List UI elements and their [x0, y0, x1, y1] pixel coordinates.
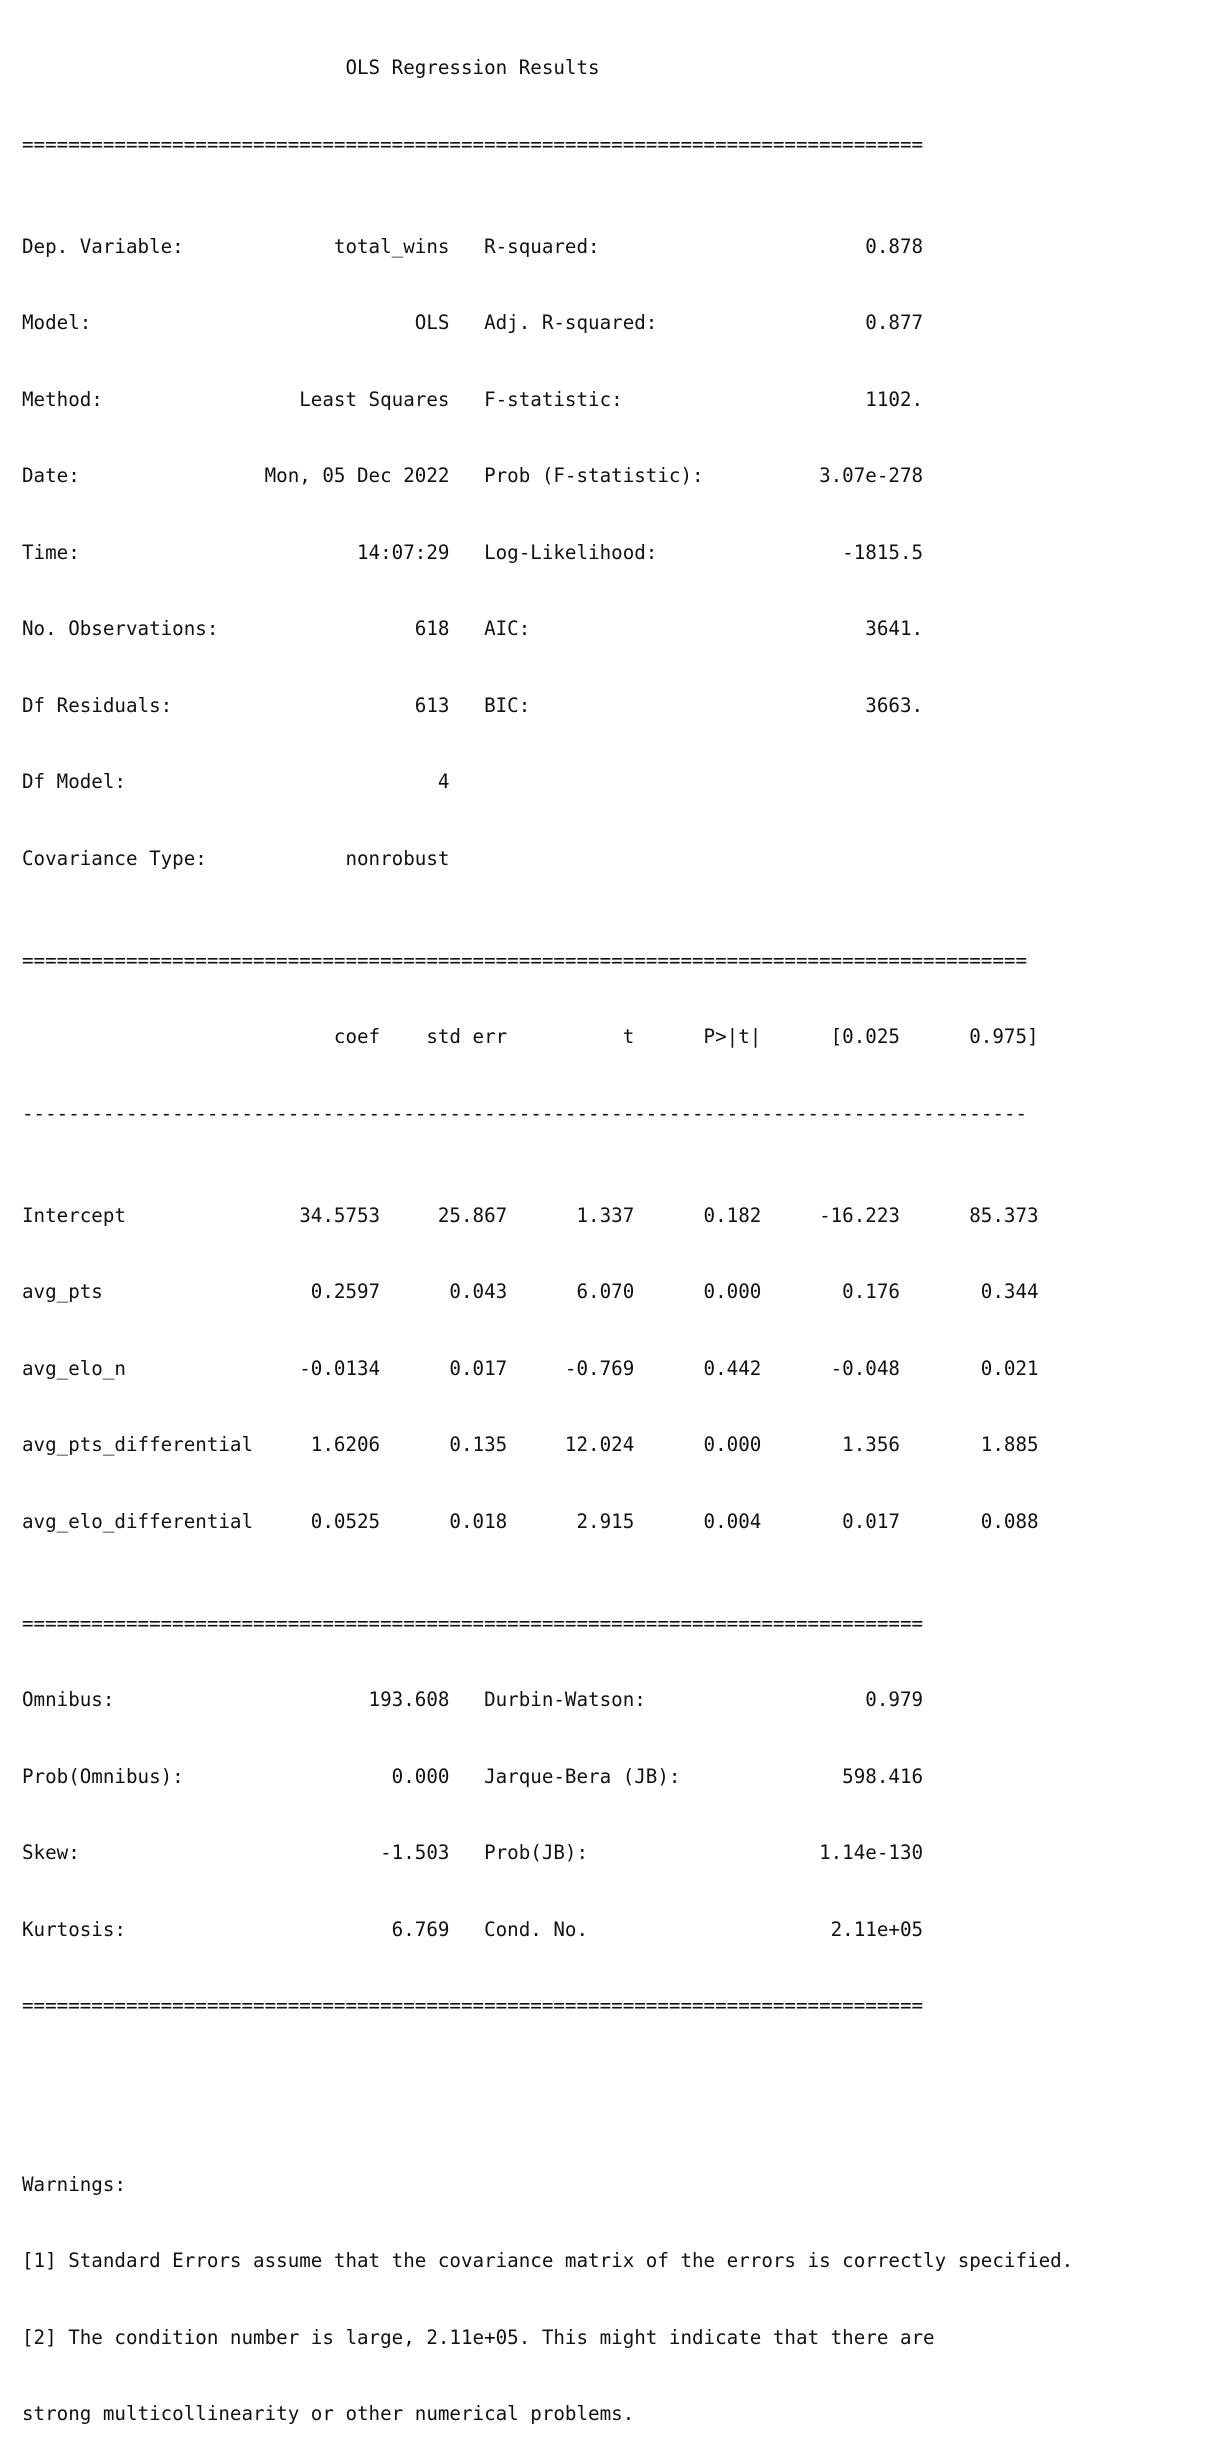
- results-title: OLS Regression Results: [22, 56, 600, 79]
- info-row-method: Method: Least Squares F-statistic: 1102.: [22, 387, 924, 411]
- coef-row-intercept: Intercept 34.5753 25.867 1.337 0.182 -16.223 85.373: [22, 1203, 1039, 1227]
- info-row-model: Model: OLS Adj. R-squared: 0.877: [22, 311, 924, 334]
- bottom-rule: ==============================================================================: [22, 1994, 924, 2017]
- coef-table-header: coef std err t P>|t| [0.025 0.975]: [22, 1025, 1039, 1048]
- warnings-heading: Warnings:: [22, 2172, 126, 2196]
- info-row-time: Time: 14:07:29 Log-Likelihood: -1815.5: [22, 540, 924, 564]
- diagnostics-top-rule: ==============================================================================: [22, 1611, 924, 1635]
- coef-row-avg-pts: avg_pts 0.2597 0.043 6.070 0.000 0.176 0.344: [22, 1280, 1039, 1303]
- coef-header-rule: ---------------------------------------------------------------------------------------: [22, 1101, 1028, 1125]
- warning-2: [2] The condition number is large, 2.11e+05. This might indicate that there are: [22, 2325, 935, 2349]
- top-rule: ==============================================================================: [22, 132, 924, 156]
- info-row-covariance-type: Covariance Type: nonrobust: [22, 846, 450, 870]
- diag-row-kurtosis: Kurtosis: 6.769 Cond. No. 2.11e+05: [22, 1917, 924, 1941]
- blank-line: [22, 2095, 1073, 2121]
- info-row-date: Date: Mon, 05 Dec 2022 Prob (F-statistic): 3.07e-278: [22, 464, 924, 487]
- diag-row-skew: Skew: -1.503 Prob(JB): 1.14e-130: [22, 1841, 924, 1864]
- warning-2-continued: strong multicollinearity or other numerical problems.: [22, 2402, 635, 2425]
- coef-row-avg-elo-differential: avg_elo_differential 0.0525 0.018 2.915 0.004 0.017 0.088: [22, 1509, 1039, 1533]
- coef-row-avg-elo-n: avg_elo_n -0.0134 0.017 -0.769 0.442 -0.048 0.021: [22, 1356, 1039, 1380]
- coef-top-rule: =======================================================================================: [22, 948, 1028, 972]
- info-row-df-model: Df Model: 4: [22, 770, 450, 793]
- warning-1: [1] Standard Errors assume that the covariance matrix of the errors is correctly specified.: [22, 2249, 1074, 2272]
- info-row-df-residuals: Df Residuals: 613 BIC: 3663.: [22, 693, 924, 717]
- diag-row-omnibus: Omnibus: 193.608 Durbin-Watson: 0.979: [22, 1688, 924, 1711]
- ols-regression-output: [22, 4, 1073, 2452]
- coef-row-avg-pts-differential: avg_pts_differential 1.6206 0.135 12.024 0.000 1.356 1.885: [22, 1433, 1039, 1456]
- info-row-observations: No. Observations: 618 AIC: 3641.: [22, 617, 924, 640]
- diag-row-prob-omnibus: Prob(Omnibus): 0.000 Jarque-Bera (JB): 598.416: [22, 1764, 924, 1788]
- info-row-dep-variable: Dep. Variable: total_wins R-squared: 0.878: [22, 234, 924, 258]
